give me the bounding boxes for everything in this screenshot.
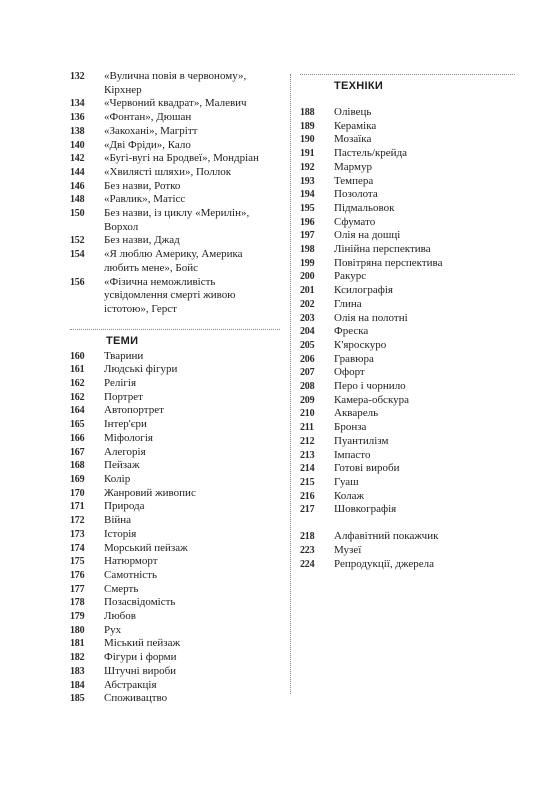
entry-title: Натюрморт bbox=[104, 555, 158, 568]
entry-title: Підмальовок bbox=[334, 201, 395, 214]
entry-title: Без назви, Джад bbox=[104, 234, 180, 247]
toc-entry bbox=[300, 353, 515, 367]
page-number: 208 bbox=[300, 381, 315, 393]
section-gap bbox=[300, 517, 515, 530]
page-number: 182 bbox=[70, 652, 85, 664]
techniques-heading-label: ТЕХНІКИ bbox=[334, 80, 384, 92]
toc-entry bbox=[70, 432, 280, 446]
page-number: 203 bbox=[300, 312, 315, 324]
entry-title: Колір bbox=[104, 472, 131, 485]
toc-entry bbox=[70, 97, 280, 111]
entry-title: Історія bbox=[104, 527, 137, 540]
toc-entry bbox=[70, 193, 280, 207]
page-number: 148 bbox=[70, 194, 85, 206]
page-number: 194 bbox=[300, 189, 315, 201]
entry-title: Смерть bbox=[104, 582, 139, 595]
backmatter-list bbox=[300, 530, 515, 571]
entry-title: Репродукції, джерела bbox=[334, 557, 435, 570]
toc-entry bbox=[300, 270, 515, 284]
page-number: 224 bbox=[300, 558, 315, 570]
page-number: 152 bbox=[70, 235, 85, 247]
page-number: 156 bbox=[70, 276, 85, 288]
entry-title: «Червоний квадрат», Малевич bbox=[104, 97, 247, 110]
toc-entry bbox=[300, 188, 515, 202]
entry-title: «Вулична повія в червоному», Кірхнер bbox=[104, 70, 247, 96]
entry-title: Самотність bbox=[104, 568, 157, 581]
toc-entry bbox=[70, 555, 280, 569]
page-number: 178 bbox=[70, 597, 85, 609]
toc-entry bbox=[70, 569, 280, 583]
toc-entry bbox=[300, 106, 515, 120]
page-number: 192 bbox=[300, 161, 315, 173]
toc-entry bbox=[70, 583, 280, 597]
toc-entry bbox=[70, 692, 280, 706]
toc-entry bbox=[70, 276, 280, 317]
entry-title: Повітряна перспектива bbox=[334, 256, 443, 269]
page-number: 185 bbox=[70, 693, 85, 705]
entry-title: Штучні вироби bbox=[104, 664, 177, 677]
toc-entry bbox=[300, 339, 515, 353]
entry-title: «Закохані», Магрітт bbox=[104, 124, 198, 137]
entry-title: Без назви, Ротко bbox=[104, 179, 181, 192]
page-number: 165 bbox=[70, 419, 85, 431]
page-number: 196 bbox=[300, 216, 315, 228]
entry-title: Позолота bbox=[334, 188, 378, 201]
toc-entry bbox=[300, 325, 515, 339]
entry-title: Шовкографія bbox=[334, 503, 397, 516]
toc-entry bbox=[70, 166, 280, 180]
entry-title: Лінійна перспектива bbox=[334, 243, 431, 256]
page-number: 142 bbox=[70, 153, 85, 165]
toc-entry bbox=[70, 624, 280, 638]
page-number: 184 bbox=[70, 679, 85, 691]
page-number: 198 bbox=[300, 244, 315, 256]
page-number: 150 bbox=[70, 208, 85, 220]
toc-entry bbox=[70, 180, 280, 194]
entry-title: Мозаїка bbox=[334, 133, 372, 146]
entry-title: Інтер'єри bbox=[104, 418, 147, 431]
entry-title: Фігури і форми bbox=[104, 651, 177, 664]
page-number: 215 bbox=[300, 476, 315, 488]
entry-title: Акварель bbox=[334, 407, 379, 420]
page-number: 202 bbox=[300, 298, 315, 310]
page-number: 183 bbox=[70, 665, 85, 677]
toc-entry bbox=[300, 133, 515, 147]
toc-entry bbox=[70, 70, 280, 97]
page-number: 188 bbox=[300, 107, 315, 118]
page-number: 210 bbox=[300, 408, 315, 420]
entry-title: «Равлик», Матісс bbox=[104, 193, 186, 206]
artworks-list bbox=[70, 70, 280, 317]
page-number: 197 bbox=[300, 230, 315, 242]
entry-title: Споживацтво bbox=[104, 692, 168, 705]
toc-entry bbox=[300, 435, 515, 449]
page-number: 223 bbox=[300, 544, 315, 556]
toc-entry bbox=[300, 394, 515, 408]
toc-entry bbox=[70, 665, 280, 679]
page-number: 207 bbox=[300, 367, 315, 379]
entry-title: Алфавітний покажчик bbox=[334, 530, 439, 543]
page-number: 168 bbox=[70, 460, 85, 472]
toc-entry bbox=[300, 216, 515, 230]
page-number: 162 bbox=[70, 391, 85, 403]
entry-title: Колаж bbox=[334, 489, 365, 502]
entry-title: Гравюра bbox=[334, 352, 374, 365]
entry-title: Жанровий живопис bbox=[104, 486, 196, 499]
toc-entry bbox=[70, 234, 280, 248]
toc-entry bbox=[300, 503, 515, 517]
page-number: 213 bbox=[300, 449, 315, 461]
themes-list bbox=[70, 350, 280, 706]
page-number: 171 bbox=[70, 501, 85, 513]
page-number: 172 bbox=[70, 515, 85, 527]
left-column bbox=[70, 70, 280, 706]
page-number: 173 bbox=[70, 528, 85, 540]
page-number: 218 bbox=[300, 531, 315, 543]
entry-title: «Фізична неможливість усвідомлення смерті живою істотою», Герст bbox=[104, 275, 236, 315]
page-number: 138 bbox=[70, 125, 85, 137]
toc-entry bbox=[300, 490, 515, 504]
page-number: 166 bbox=[70, 432, 85, 444]
toc-entry bbox=[70, 542, 280, 556]
entry-title: Портрет bbox=[104, 390, 143, 403]
entry-title: Міський пейзаж bbox=[104, 637, 181, 650]
page-number: 161 bbox=[70, 364, 85, 376]
toc-entry bbox=[70, 446, 280, 460]
entry-title: Темпера bbox=[334, 174, 374, 187]
toc-entry bbox=[300, 243, 515, 257]
entry-title: Сфумато bbox=[334, 215, 376, 228]
page-number: 180 bbox=[70, 624, 85, 636]
entry-title: Готові вироби bbox=[334, 462, 400, 475]
toc-entry bbox=[70, 418, 280, 432]
page-number: 146 bbox=[70, 180, 85, 192]
toc-entry bbox=[300, 229, 515, 243]
page-number: 140 bbox=[70, 139, 85, 151]
entry-title: Бронза bbox=[334, 421, 367, 434]
entry-title: Офорт bbox=[334, 366, 365, 379]
page-number: 132 bbox=[70, 71, 85, 82]
toc-entry bbox=[300, 407, 515, 421]
entry-title: Позасвідомість bbox=[104, 596, 176, 609]
toc-entry bbox=[70, 111, 280, 125]
entry-title: Пастель/крейда bbox=[334, 147, 408, 160]
toc-entry bbox=[70, 377, 280, 391]
page-number: 160 bbox=[70, 350, 85, 362]
entry-title: «Хвилясті шляхи», Поллок bbox=[104, 165, 232, 178]
toc-entry bbox=[70, 679, 280, 693]
page-number: 209 bbox=[300, 394, 315, 406]
page-number: 134 bbox=[70, 98, 85, 110]
entry-title: Природа bbox=[104, 500, 145, 513]
entry-title: Фреска bbox=[334, 325, 369, 338]
toc-entry bbox=[300, 449, 515, 463]
entry-title: Ракурс bbox=[334, 270, 367, 283]
entry-title: Релігія bbox=[104, 377, 137, 390]
page-number: 214 bbox=[300, 463, 315, 475]
page-number: 205 bbox=[300, 339, 315, 351]
page-number: 211 bbox=[300, 422, 314, 434]
entry-title: Автопортрет bbox=[104, 404, 164, 417]
toc-entry bbox=[70, 350, 280, 364]
page-number: 144 bbox=[70, 166, 85, 178]
page-number: 201 bbox=[300, 285, 315, 297]
toc-entry bbox=[70, 139, 280, 153]
page-number: 189 bbox=[300, 120, 315, 132]
toc-entry bbox=[300, 284, 515, 298]
techniques-list bbox=[300, 106, 515, 517]
entry-title: Глина bbox=[334, 297, 362, 310]
toc-entry bbox=[70, 487, 280, 501]
page-number: 174 bbox=[70, 542, 85, 554]
toc-entry bbox=[300, 380, 515, 394]
toc-entry bbox=[300, 161, 515, 175]
entry-title: Ксилографія bbox=[334, 284, 393, 297]
page-number: 193 bbox=[300, 175, 315, 187]
entry-title: «Дві Фріди», Кало bbox=[104, 138, 191, 151]
entry-title: Міфологія bbox=[104, 431, 153, 444]
right-column bbox=[300, 74, 515, 571]
toc-entry bbox=[70, 391, 280, 405]
entry-title: К'яроскуро bbox=[334, 338, 387, 351]
page-number: 176 bbox=[70, 569, 85, 581]
entry-title: «Фонтан», Дюшан bbox=[104, 111, 192, 124]
entry-title: Імпасто bbox=[334, 448, 371, 461]
entry-title: Без назви, із циклу «Мерилін», Ворхол bbox=[104, 207, 250, 233]
page-number: 191 bbox=[300, 148, 315, 160]
entry-title: Людські фігури bbox=[104, 363, 178, 376]
page-number: 195 bbox=[300, 202, 315, 214]
entry-title: Гуаш bbox=[334, 475, 359, 488]
toc-entry bbox=[300, 544, 515, 558]
toc-entry bbox=[300, 257, 515, 271]
page-number: 162 bbox=[70, 378, 85, 390]
entry-title: Алегорія bbox=[104, 445, 146, 458]
entry-title: Абстракція bbox=[104, 678, 157, 691]
toc-entry bbox=[70, 125, 280, 139]
entry-title: Олівець bbox=[334, 106, 372, 118]
entry-title: Мармур bbox=[334, 160, 372, 173]
entry-title: Війна bbox=[104, 514, 132, 527]
toc-entry bbox=[70, 459, 280, 473]
toc-entry bbox=[300, 120, 515, 134]
toc-entry bbox=[70, 651, 280, 665]
page-number: 206 bbox=[300, 353, 315, 365]
toc-entry bbox=[70, 637, 280, 651]
toc-entry bbox=[300, 147, 515, 161]
toc-entry bbox=[70, 248, 280, 275]
page-number: 199 bbox=[300, 257, 315, 269]
toc-entry bbox=[70, 528, 280, 542]
toc-entry bbox=[300, 476, 515, 490]
entry-title: Кераміка bbox=[334, 119, 377, 132]
page-number: 136 bbox=[70, 112, 85, 124]
entry-title: «Бугі-вугі на Бродвеї», Мондріан bbox=[104, 152, 259, 165]
entry-title: Музеї bbox=[334, 543, 362, 556]
entry-title: Олія на дошці bbox=[334, 229, 401, 242]
page-number: 212 bbox=[300, 435, 315, 447]
column-divider bbox=[290, 74, 291, 694]
toc-entry bbox=[300, 421, 515, 435]
page-number: 164 bbox=[70, 405, 85, 417]
toc-entry bbox=[70, 404, 280, 418]
toc-entry bbox=[70, 473, 280, 487]
toc-entry bbox=[70, 152, 280, 166]
entry-title: Морський пейзаж bbox=[104, 541, 188, 554]
page-number: 204 bbox=[300, 326, 315, 338]
page-number: 169 bbox=[70, 473, 85, 485]
toc-entry bbox=[300, 366, 515, 380]
toc-entry bbox=[70, 363, 280, 377]
toc-entry bbox=[300, 462, 515, 476]
page-number: 167 bbox=[70, 446, 85, 458]
page-number: 179 bbox=[70, 611, 85, 623]
toc-entry bbox=[300, 202, 515, 216]
themes-heading-label: ТЕМИ bbox=[106, 334, 139, 347]
toc-entry bbox=[70, 207, 280, 234]
entry-title: Камера-обскура bbox=[334, 393, 410, 406]
entry-title: Олія на полотні bbox=[334, 311, 408, 324]
toc-entry bbox=[300, 530, 515, 544]
entry-title: Любов bbox=[104, 610, 136, 623]
page-number: 177 bbox=[70, 583, 85, 595]
entry-title: Пуантилізм bbox=[334, 434, 389, 447]
themes-heading bbox=[70, 329, 280, 347]
page-number: 216 bbox=[300, 490, 315, 502]
toc-entry bbox=[70, 514, 280, 528]
page-number: 190 bbox=[300, 134, 315, 146]
techniques-heading bbox=[300, 74, 515, 92]
entry-title: Рух bbox=[104, 623, 122, 636]
toc-entry bbox=[300, 312, 515, 326]
page-number: 200 bbox=[300, 271, 315, 283]
page-number: 154 bbox=[70, 249, 85, 261]
toc-entry bbox=[300, 175, 515, 189]
page-number: 217 bbox=[300, 504, 315, 516]
page-number: 175 bbox=[70, 556, 85, 568]
toc-entry bbox=[70, 610, 280, 624]
entry-title: Перо і чорнило bbox=[334, 380, 406, 393]
page-number: 170 bbox=[70, 487, 85, 499]
toc-entry bbox=[70, 500, 280, 514]
toc-entry bbox=[70, 596, 280, 610]
entry-title: Тварини bbox=[104, 349, 144, 362]
entry-title: «Я люблю Америку, Америка любить мене», Бойс bbox=[104, 248, 243, 274]
entry-title: Пейзаж bbox=[104, 459, 140, 472]
toc-entry bbox=[300, 558, 515, 572]
page-number: 181 bbox=[70, 638, 85, 650]
toc-entry bbox=[300, 298, 515, 312]
